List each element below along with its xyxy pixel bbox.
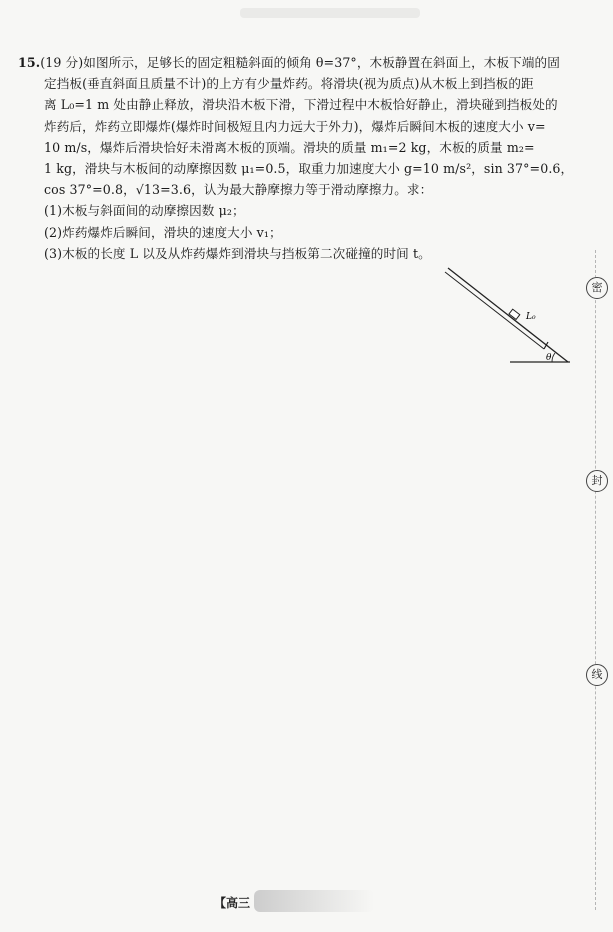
seal-label-feng: 封	[586, 470, 608, 492]
problem-line-2: 定挡板(垂直斜面且质量不计)的上方有少量炸药。将滑块(视为质点)从木板上到挡板的距	[44, 76, 534, 92]
problem-line-3: 离 L₀=1 m 处由静止释放，滑块沿木板下滑，下滑过程中木板恰好静止，滑块碰到挡板处的	[44, 97, 558, 113]
faded-header	[240, 8, 420, 18]
problem-line-5: 10 m/s，爆炸后滑块恰好未滑离木板的顶端。滑块的质量 m₁=2 kg，木板的质量 m₂=	[44, 139, 535, 155]
problem-line-7: cos 37°=0.8，√13=3.6，认为最大静摩擦力等于滑动摩擦力。求：	[44, 182, 433, 198]
length-label: L₀	[526, 312, 536, 322]
incline-surface	[448, 268, 568, 362]
angle-label: θ	[546, 353, 552, 363]
angle-arc	[552, 353, 555, 362]
seal-label-xian: 线	[586, 664, 608, 686]
problem-points: (19 分)	[40, 55, 84, 70]
question-3: (3)木板的长度 L 以及从炸药爆炸到滑块与挡板第二次碰撞的时间 t。	[44, 245, 431, 261]
board-top-edge	[445, 272, 544, 349]
problem-number: 15.	[18, 55, 41, 70]
question-1: (1)木板与斜面间的动摩擦因数 μ₂；	[44, 203, 245, 219]
seal-label-mi: 密	[586, 277, 608, 299]
seal-dashed-line	[595, 250, 598, 910]
slider-block	[509, 309, 520, 319]
problem-line-4: 炸药后，炸药立即爆炸(爆炸时间极短且内力远大于外力)，爆炸后瞬间木板的速度大小 v=	[44, 118, 546, 134]
problem-line-6: 1 kg，滑块与木板间的动摩擦因数 μ₁=0.5，取重力加速度大小 g=10 m/s²，sin 37°=0.6，	[44, 161, 574, 177]
problem-15	[18, 52, 590, 264]
problem-line-1	[18, 52, 590, 73]
footer-label: 【高三	[214, 896, 251, 910]
question-2: (2)炸药爆炸后瞬间，滑块的速度大小 v₁；	[44, 224, 282, 240]
footer-blur	[254, 890, 374, 912]
problem-text-1: 如图所示，足够长的固定粗糙斜面的倾角 θ=37°，木板静置在斜面上，木板下端的固	[83, 55, 560, 70]
incline-diagram	[440, 262, 575, 372]
